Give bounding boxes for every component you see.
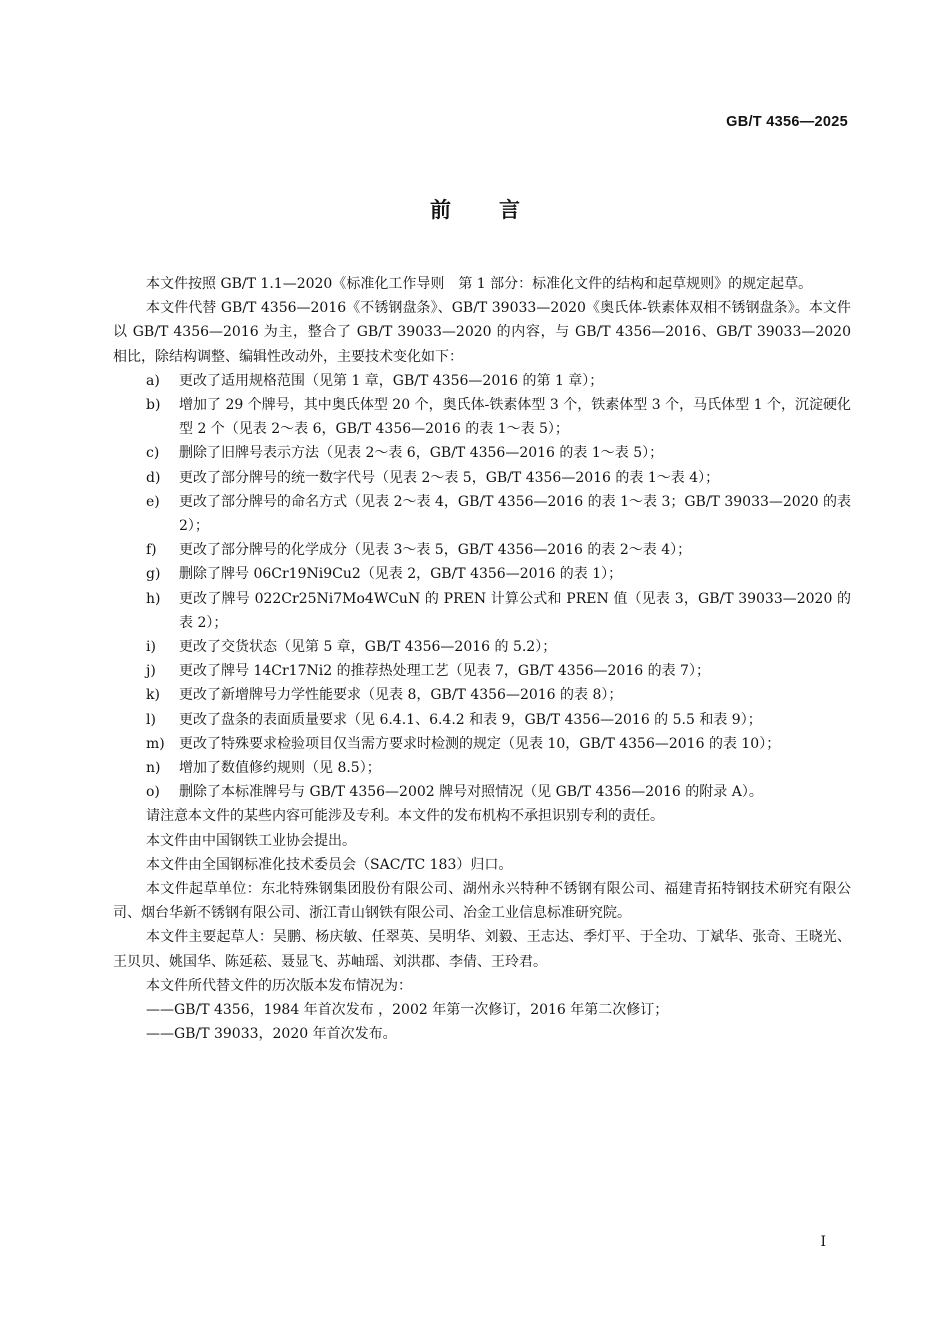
history-item: ——GB/T 39033，2020 年首次发布。: [146, 1026, 397, 1043]
history-item: ——GB/T 4356，1984 年首次发布 ，2002 年第一次修订，2016 年第二次修订；: [146, 1002, 669, 1019]
list-item-text: 更改了适用规格范围（见第 1 章，GB/T 4356—2016 的第 1 章）；: [179, 372, 604, 389]
list-item-text: 更改了部分牌号的统一数字代号（见表 2～表 5，GB/T 4356—2016 的表 1～表 4）；: [179, 469, 720, 486]
foreword-body: [113, 272, 851, 1047]
list-item: [113, 683, 851, 707]
list-item: [113, 635, 851, 659]
list-marker: e): [146, 493, 160, 510]
list-marker: h): [146, 590, 161, 607]
list-item-text: 更改了牌号 14Cr17Ni2 的推荐热处理工艺（见表 7，GB/T 4356—2016 的表 7）；: [179, 663, 710, 680]
list-marker: m): [146, 735, 165, 752]
paragraph-drafting-units: 本文件起草单位：东北特殊钢集团股份有限公司、湖州永兴特种不锈钢有限公司、福建青拓特钢技术研究有限公司、烟台华新不锈钢有限公司、浙江青山钢铁有限公司、冶金工业信息标准研究院。: [113, 881, 851, 922]
list-item-text: 增加了 29 个牌号，其中奥氏体型 20 个，奥氏体-铁素体型 3 个，铁素体型 3 个，马氏体型 1 个，沉淀硬化型 2 个（见表 2～表 6，GB/T 4356—2016 的表 1～表 5）；: [179, 397, 851, 438]
list-item-text: 更改了新增牌号力学性能要求（见表 8，GB/T 4356—2016 的表 8）；: [179, 687, 623, 704]
paragraph-history-intro: 本文件所代替文件的历次版本发布情况为：: [146, 977, 412, 994]
list-item: [113, 587, 851, 635]
list-item-text: 更改了特殊要求检验项目仅当需方要求时检测的规定（见表 10，GB/T 4356—2016 的表 10）；: [179, 735, 781, 752]
list-marker: k): [146, 687, 160, 704]
list-item: [113, 780, 851, 804]
list-marker: c): [146, 445, 160, 462]
list-item: [113, 659, 851, 683]
list-marker: i): [146, 639, 156, 656]
standard-number: GB/T 4356—2025: [726, 114, 848, 130]
changes-list: [113, 369, 851, 805]
list-marker: n): [146, 760, 161, 777]
list-item: [113, 369, 851, 393]
list-item-text: 增加了数值修约规则（见 8.5）；: [179, 760, 381, 777]
list-item: [113, 393, 851, 441]
page-title: 前言: [430, 198, 568, 222]
list-item-text: 更改了部分牌号的命名方式（见表 2～表 4，GB/T 4356—2016 的表 1～表 3；GB/T 39033—2020 的表 2）；: [179, 493, 851, 535]
list-item: [113, 732, 851, 756]
list-item: [113, 466, 851, 490]
list-marker: g): [146, 566, 161, 583]
list-marker: b): [146, 397, 161, 414]
list-marker: d): [146, 469, 161, 486]
paragraph-replacement: 本文件代替 GB/T 4356—2016《不锈钢盘条》、GB/T 39033—2020《奥氏体-铁素体双相不锈钢盘条》。本文件以 GB/T 4356—2016 为主，整合了 GB/T 39033—2020 的内容，与 GB/T 4356—2016、GB/T 39033—2020 相比，除结构调整、编辑性改动外，主要技术变化如下：: [113, 300, 851, 365]
page-number: I: [820, 1234, 826, 1250]
list-marker: o): [146, 784, 160, 801]
list-item-text: 删除了旧牌号表示方法（见表 2～表 6，GB/T 4356—2016 的表 1～表 5）；: [179, 445, 664, 462]
list-item-text: 删除了牌号 06Cr19Ni9Cu2（见表 2，GB/T 4356—2016 的表 1）；: [179, 566, 623, 583]
list-item: [113, 708, 851, 732]
list-item: [113, 490, 851, 538]
list-item-text: 更改了牌号 022Cr25Ni7Mo4WCuN 的 PREN 计算公式和 PREN 值（见表 3，GB/T 39033—2020 的表 2）；: [179, 590, 851, 631]
list-item: [113, 562, 851, 586]
paragraph-drafters: 本文件主要起草人：吴鹏、杨庆敏、任翠英、吴明华、刘毅、王志达、季灯平、于全功、丁斌华、张奇、王晓光、王贝贝、姚国华、陈延菘、聂显飞、苏岫瑶、刘洪郡、李倩、王玲君。: [113, 929, 851, 970]
list-marker: l): [146, 711, 156, 728]
list-item-text: 更改了部分牌号的化学成分（见表 3～表 5，GB/T 4356—2016 的表 2～表 4）；: [179, 542, 692, 559]
list-item: [113, 756, 851, 780]
paragraph-proposer: 本文件由中国钢铁工业协会提出。: [146, 832, 356, 849]
paragraph-technical-committee: 本文件由全国钢标准化技术委员会（SAC/TC 183）归口。: [146, 856, 513, 873]
list-marker: a): [146, 372, 160, 389]
list-item-text: 更改了交货状态（见第 5 章，GB/T 4356—2016 的 5.2）；: [179, 639, 557, 656]
list-item: [113, 441, 851, 465]
list-marker: f): [146, 542, 157, 559]
list-item-text: 更改了盘条的表面质量要求（见 6.4.1、6.4.2 和表 9，GB/T 4356—2016 的 5.5 和表 9）；: [179, 711, 762, 728]
paragraph-patent-notice: 请注意本文件的某些内容可能涉及专利。本文件的发布机构不承担识别专利的责任。: [146, 808, 664, 825]
list-item: [113, 538, 851, 562]
paragraph-drafting-rules: 本文件按照 GB/T 1.1—2020《标准化工作导则 第 1 部分：标准化文件的结构和起草规则》的规定起草。: [146, 276, 813, 292]
list-item-text: 删除了本标准牌号与 GB/T 4356—2002 牌号对照情况（见 GB/T 4356—2016 的附录 A）。: [179, 784, 763, 801]
list-marker: j): [146, 663, 156, 680]
